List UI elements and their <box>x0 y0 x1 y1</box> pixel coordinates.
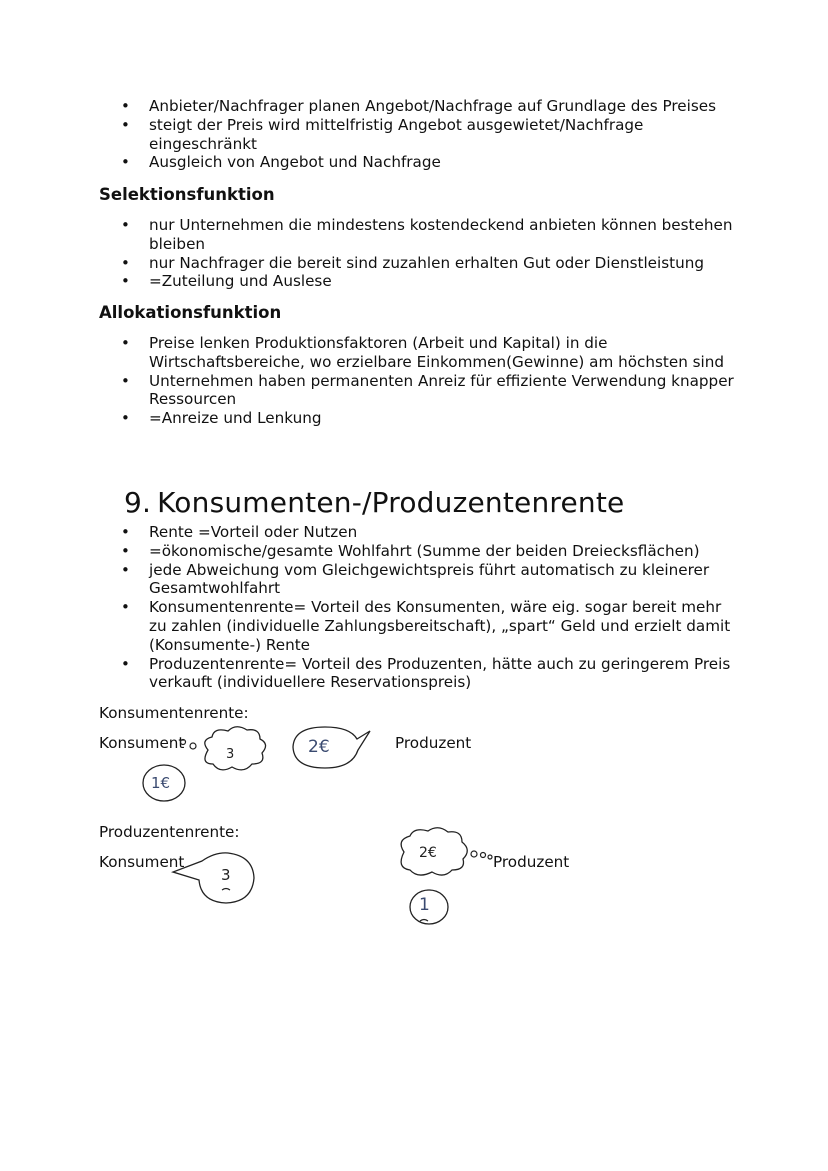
bullet-icon: • <box>121 598 130 617</box>
list-item: • jede Abweichung vom Gleichgewichtspreis führt automatisch zu kleinerer Gesamtwohlfahrt <box>121 560 710 598</box>
list-item: • Rente =Vorteil oder Nutzen <box>121 523 358 541</box>
list-item: • Konsumentenrente= Vorteil des Konsumenten, wäre eig. sogar bereit mehr zu zahlen (individuelle Zahlungsbereitschaft), „spart“ Geld und erzielt damit (Konsumente-) Rente <box>121 598 731 654</box>
thought-cloud-icon <box>205 727 266 770</box>
list-item: • =ökonomische/gesamte Wohlfahrt (Summe der beiden Dreiecksflächen) <box>121 541 700 560</box>
bullet-icon: • <box>121 523 130 541</box>
bullet-icon: • <box>121 153 130 172</box>
list-item: • steigt der Preis wird mittelfristig Angebot ausgewietet/Nachfrage eingeschränkt <box>121 115 644 153</box>
thought-trail-dot <box>471 851 477 857</box>
list-item: • nur Unternehmen die mindestens kostendeckend anbieten können bestehen bleiben <box>121 216 733 253</box>
coin-circle-value: 1 <box>419 895 430 915</box>
thought-trail-dot <box>190 743 196 749</box>
speech-bubble-icon <box>293 727 370 768</box>
bullet-icon: • <box>121 371 130 390</box>
bullet-icon: • <box>121 560 130 579</box>
list-item: • Unternehmen haben permanenten Anreiz für effiziente Verwendung knapper Ressourcen <box>121 371 734 409</box>
speech-bubble-icon <box>173 853 254 903</box>
diagram2-consumer-label: Konsument <box>99 853 185 871</box>
diagram1-label: Konsumentenrente: <box>99 704 249 722</box>
bullet-icon: • <box>121 541 130 560</box>
thought-trail-dot <box>181 740 186 745</box>
section-heading-selektion: Selektionsfunktion <box>99 185 275 204</box>
chapter-number: 9. <box>124 486 152 519</box>
bullet-icon: • <box>121 409 130 428</box>
diagram1-consumer-label: Konsument <box>99 734 185 752</box>
diagram2-producer-label: Produzent <box>493 853 570 871</box>
underline-mark-icon <box>420 920 428 922</box>
bullet-icon: • <box>121 334 130 352</box>
bullet-icon: • <box>121 272 130 291</box>
thought-cloud-value: 3 <box>226 747 235 762</box>
speech-bubble-value: 3 <box>221 866 231 884</box>
list-item: • =Zuteilung und Auslese <box>121 272 332 291</box>
thought-trail-dot <box>488 855 492 859</box>
thought-cloud-value: 2€ <box>419 845 437 861</box>
diagram2-label: Produzentenrente: <box>99 823 240 841</box>
list-item: • Ausgleich von Angebot und Nachfrage <box>121 153 441 172</box>
list-item: • Preise lenken Produktionsfaktoren (Arbeit und Kapital) in die Wirtschaftsbereiche, wo erzielbare Einkommen(Gewinne) am höchsten sind <box>121 334 725 371</box>
chapter-title: Konsumenten-/Produzentenrente <box>157 486 625 519</box>
list-item: • nur Nachfrager die bereit sind zuzahlen erhalten Gut oder Dienstleistung <box>121 253 704 272</box>
underline-mark-icon <box>222 889 230 891</box>
bullet-icon: • <box>121 115 130 134</box>
coin-circle-value: 1€ <box>151 774 171 792</box>
bullet-icon: • <box>121 216 130 234</box>
bullet-icon: • <box>121 253 130 272</box>
bullet-icon: • <box>121 654 130 673</box>
thought-trail-dot <box>481 853 486 858</box>
list-item: • Produzentenrente= Vorteil des Produzenten, hätte auch zu geringerem Preis verkauft (individuellere Reservationspreis) <box>121 654 731 692</box>
section-heading-allokation: Allokationsfunktion <box>99 303 282 322</box>
bullet-icon: • <box>121 97 130 115</box>
list-item: • Anbieter/Nachfrager planen Angebot/Nachfrage auf Grundlage des Preises <box>121 97 717 115</box>
diagram1-producer-label: Produzent <box>395 734 472 752</box>
speech-bubble-value: 2€ <box>308 737 330 757</box>
list-item: • =Anreize und Lenkung <box>121 409 322 428</box>
